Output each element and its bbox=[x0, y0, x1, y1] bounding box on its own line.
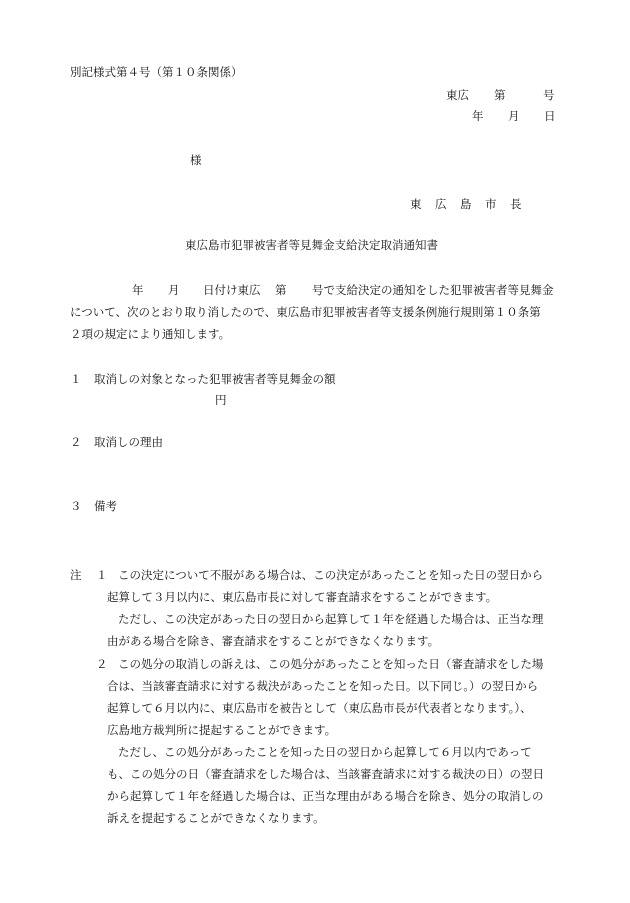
item-2-number: ２ bbox=[70, 435, 82, 449]
note-2-line: 広島地方裁判所に提起することができます。 bbox=[107, 723, 337, 737]
form-label: 別記様式第４号（第１０条関係） bbox=[70, 65, 243, 79]
item-2-label: 取消しの理由 bbox=[94, 435, 163, 449]
note-2-line: 訴えを提起することができなくなります。 bbox=[107, 811, 325, 825]
note-2-line: も、この処分の日（審査請求をした場合は、当該審査請求に対する裁決の日）の翌日 bbox=[107, 767, 544, 781]
document-number-prefix: 東広 bbox=[446, 88, 469, 102]
intro-line3: ２項の規定により通知します。 bbox=[70, 327, 231, 341]
note-2-number: ２ bbox=[96, 657, 108, 671]
note-1-line: 由がある場合を除き、審査請求をすることができなくなります。 bbox=[107, 634, 440, 648]
date-year: 年 bbox=[472, 109, 484, 123]
intro-year: 年 bbox=[132, 283, 144, 297]
notes-prefix: 注 bbox=[70, 568, 82, 582]
item-1-label: 取消しの対象となった犯罪被害者等見舞金の額 bbox=[94, 372, 336, 386]
note-1-number: １ bbox=[96, 568, 108, 582]
intro-month: 月 bbox=[168, 283, 180, 297]
document-number-dai: 第 bbox=[494, 88, 506, 102]
note-2-line: 合は、当該審査請求に対する裁決があったことを知った日。以下同じ。）の翌日から bbox=[107, 679, 539, 693]
document-number-go: 号 bbox=[543, 88, 555, 102]
intro-line2: について、次のとおり取り消したので、東広島市犯罪被害者等支援条例施行規則第１０条第 bbox=[70, 305, 541, 319]
date-month: 月 bbox=[508, 109, 520, 123]
item-1-number: １ bbox=[70, 372, 82, 386]
document-title: 東広島市犯罪被害者等見舞金支給決定取消通知書 bbox=[185, 238, 438, 252]
sender-mayor: 東 広 島 市 長 bbox=[410, 197, 523, 211]
note-1-line: この決定について不服がある場合は、この決定があったことを知った日の翌日から bbox=[118, 568, 544, 582]
note-2-line: から起算して１年を経過した場合は、正当な理由がある場合を除き、処分の取消しの bbox=[107, 789, 544, 803]
item-3-label: 備考 bbox=[94, 499, 117, 513]
note-1-line: ただし、この決定があった日の翌日から起算して１年を経過した場合は、正当な理 bbox=[118, 612, 544, 626]
item-3-number: ３ bbox=[70, 499, 82, 513]
note-2-line: ただし、この処分があったことを知った日の翌日から起算して６月以内であって bbox=[118, 745, 532, 759]
amount-unit-yen: 円 bbox=[215, 393, 227, 407]
intro-line1-rest: 号で支給決定の通知をした犯罪被害者等見舞金 bbox=[312, 283, 554, 297]
intro-dai: 第 bbox=[275, 283, 287, 297]
note-2-line: 起算して６月以内に、東広島市を被告として（東広島市長が代表者となります。）、 bbox=[107, 701, 532, 715]
intro-dated-prefix: 日付け東広 bbox=[203, 283, 261, 297]
note-2-line: この処分の取消しの訴えは、この処分があったことを知った日（審査請求をした場 bbox=[118, 657, 544, 671]
date-day: 日 bbox=[544, 109, 556, 123]
addressee-sama: 様 bbox=[190, 153, 202, 167]
note-1-line: 起算して３月以内に、東広島市長に対して審査請求をすることができます。 bbox=[107, 590, 498, 604]
